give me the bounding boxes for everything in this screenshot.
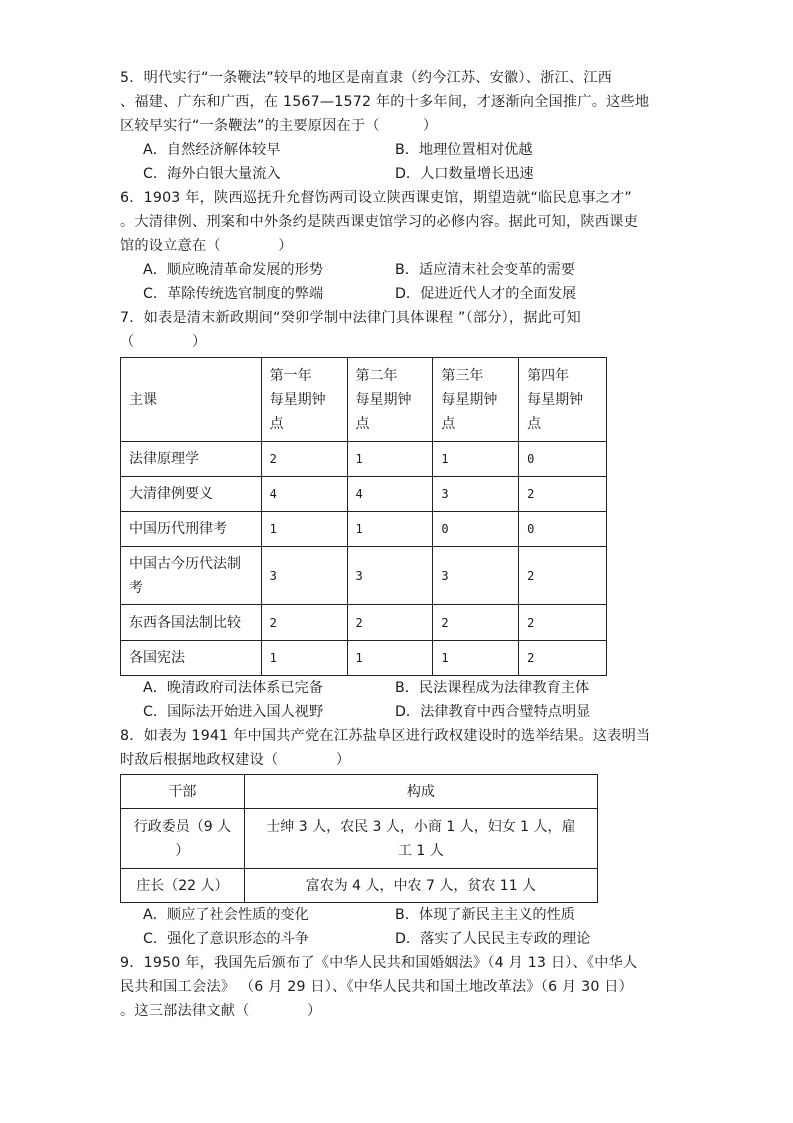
q5-option-c[interactable]: C．海外白银大量流入	[143, 166, 281, 182]
table-row	[121, 605, 607, 641]
q7-hours-cell: 3	[433, 477, 519, 512]
q7-hours-cell: 2	[261, 442, 347, 477]
q7-hours-cell: 2	[347, 605, 433, 641]
table-row	[121, 869, 598, 903]
q7-hours-cell: 2	[519, 605, 607, 641]
q5-option-d[interactable]: D．人口数量增长迅速	[395, 166, 534, 182]
q6-option-a[interactable]: A．顺应晚清革命发展的形势	[143, 262, 323, 278]
q6-option-d[interactable]: D．促进近代人才的全面发展	[395, 286, 577, 302]
table-row	[121, 477, 607, 512]
q7-course-name: 中国古今历代法制 考	[121, 547, 262, 605]
q7-hours-cell: 0	[519, 512, 607, 547]
q9-stem-line-2: 民共和国工会法》 （6 月 29 日）、《中华人民共和国土地改革法》（6 月 30 日）	[120, 979, 634, 995]
q6-option-c[interactable]: C．革除传统选官制度的弊端	[143, 286, 324, 302]
q6-stem-line-1: 6．1903 年，陕西巡抚升允督饬两司设立陕西课吏馆，期望造就“临民息事之才”	[120, 190, 632, 206]
q8-election-table	[120, 774, 598, 903]
q7-course-name: 中国历代刑律考	[121, 512, 262, 547]
q7-hours-cell: 3	[261, 547, 347, 605]
q7-hours-cell: 2	[261, 605, 347, 641]
q7-hours-cell: 4	[347, 477, 433, 512]
q7-hours-cell: 2	[519, 477, 607, 512]
q7-hours-cell: 1	[347, 641, 433, 676]
q7-course-table	[120, 357, 607, 676]
q8-cadre-cell: 行政委员（9 人 ）	[121, 809, 245, 869]
q8-composition-cell: 富农为 4 人，中农 7 人，贫农 11 人	[244, 869, 597, 903]
q6-stem-line-3: 馆的设立意在（ ）	[120, 238, 293, 254]
q8-stem-line-1: 8．如表为 1941 年中国共产党在江苏盐阜区进行政权建设时的选举结果。这表明当	[120, 728, 651, 744]
q8-stem-line-2: 时敌后根据地政权建设（ ）	[120, 752, 351, 768]
q7-hours-cell: 1	[261, 512, 347, 547]
q7-header-cell: 第一年 每星期钟 点	[261, 358, 347, 442]
q7-option-c[interactable]: C．国际法开始进入国人视野	[143, 704, 324, 720]
q7-header-cell: 第二年 每星期钟 点	[347, 358, 433, 442]
q8-composition-cell: 士绅 3 人，农民 3 人，小商 1 人，妇女 1 人，雇 工 1 人	[244, 809, 597, 869]
q7-header-cell: 第三年 每星期钟 点	[433, 358, 519, 442]
q7-option-b[interactable]: B．民法课程成为法律教育主体	[395, 680, 590, 696]
q6-option-b[interactable]: B．适应清末社会变革的需要	[395, 262, 575, 278]
q7-hours-cell: 1	[433, 641, 519, 676]
q7-hours-cell: 3	[347, 547, 433, 605]
q8-option-d[interactable]: D．落实了人民民主专政的理论	[395, 931, 591, 947]
q7-hours-cell: 1	[347, 512, 433, 547]
table-row	[121, 809, 598, 869]
q8-option-c[interactable]: C．强化了意识形态的斗争	[143, 931, 309, 947]
table-row	[121, 442, 607, 477]
q5-stem-line-3: 区较早实行“一条鞭法”的主要原因在于（ ）	[120, 118, 438, 134]
q7-hours-cell: 2	[433, 605, 519, 641]
q7-hours-cell: 3	[433, 547, 519, 605]
q7-stem-line-1: 7．如表是清末新政期间“癸卯学制中法律门具体课程 ”（部分），据此可知	[120, 310, 581, 326]
q7-course-name: 法律原理学	[121, 442, 262, 477]
q7-course-name: 各国宪法	[121, 641, 262, 676]
table-row	[121, 547, 607, 605]
q7-hours-cell: 2	[519, 641, 607, 676]
q7-hours-cell: 1	[347, 442, 433, 477]
q5-stem-line-2: 、福建、广东和广西，在 1567—1572 年的十多年间，才逐渐向全国推广。这些地	[120, 94, 650, 110]
q8-cadre-cell: 庄长（22 人）	[121, 869, 245, 903]
q7-header-cell: 主课	[121, 358, 262, 442]
q7-stem-line-2: （ ）	[120, 334, 207, 350]
q8-header-cell: 构成	[244, 775, 597, 809]
q6-stem-line-2: 。大清律例、刑案和中外条约是陕西课吏馆学习的必修内容。据此可知，陕西课吏	[120, 214, 638, 230]
q7-header-cell: 第四年 每星期钟 点	[519, 358, 607, 442]
q8-option-b[interactable]: B．体现了新民主主义的性质	[395, 907, 575, 923]
q7-hours-cell: 0	[433, 512, 519, 547]
q7-option-d[interactable]: D．法律教育中西合璧特点明显	[395, 704, 591, 720]
q5-option-a[interactable]: A．自然经济解体较早	[143, 142, 281, 158]
q8-header-cell: 干部	[121, 775, 245, 809]
table-row	[121, 641, 607, 676]
q9-stem-line-1: 9．1950 年，我国先后颁布了《中华人民共和国婚姻法》（4 月 13 日）、《中华人	[120, 955, 638, 971]
q7-course-name: 大清律例要义	[121, 477, 262, 512]
q7-option-a[interactable]: A．晚清政府司法体系已完备	[143, 680, 323, 696]
q7-hours-cell: 4	[261, 477, 347, 512]
q5-option-b[interactable]: B．地理位置相对优越	[395, 142, 533, 158]
q9-stem-line-3: 。这三部法律文献（ ）	[120, 1003, 322, 1019]
q8-option-a[interactable]: A．顺应了社会性质的变化	[143, 907, 309, 923]
q7-hours-cell: 1	[261, 641, 347, 676]
table-row	[121, 512, 607, 547]
q7-hours-cell: 2	[519, 547, 607, 605]
q7-course-name: 东西各国法制比较	[121, 605, 262, 641]
q5-stem-line-1: 5．明代实行“一条鞭法”较早的地区是南直隶（约今江苏、安徽）、浙江、江西	[120, 70, 613, 86]
q7-hours-cell: 1	[433, 442, 519, 477]
q7-hours-cell: 0	[519, 442, 607, 477]
